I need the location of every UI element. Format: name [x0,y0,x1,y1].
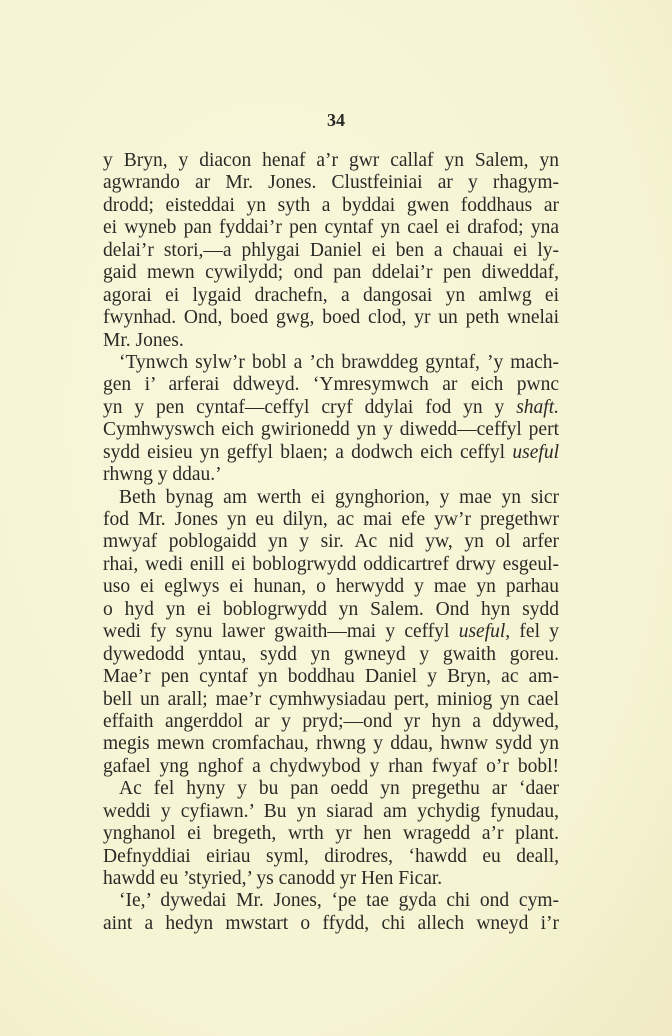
text-line: megis mewn cromfachau, rhwng y ddau, hwnw sydd yn [103,733,559,755]
text-line: rhwng y ddau.’ [103,464,222,486]
text-line: Defnyddiai eiriau syml, dirodres, ‘hawdd eu deall, [103,845,559,867]
text-line: rhai, wedi enill ei boblogrwydd oddicartref drwy esgeul- [103,553,559,575]
text-line: drodd; eisteddai yn syth a byddai gwen foddhaus ar [103,194,559,216]
italic-word: shaft. [516,396,559,418]
text-line: y Bryn, y diacon henaf a’r gwr callaf yn Salem, yn [103,150,559,171]
text-segment: wedi fy synu lawer gwaith—mai y ceffyl [103,621,459,643]
text-line: Mr. Jones. [103,329,184,351]
text-line: o hyd yn ei boblogrwydd yn Salem. Ond hyn sydd [103,598,559,620]
text-line: agwrando ar Mr. Jones. Clustfeiniai ar y rhagym- [103,172,559,194]
italic-word: useful, [458,621,511,643]
text-line: aint a hedyn mwstart o ffydd, chi allech wneyd i’r [103,912,559,934]
text-line: Ac fel hyny y bu pan oedd yn pregethu ar ‘daer [119,778,559,800]
text-line [103,397,559,419]
text-line: ei wyneb pan fyddai’r pen cyntaf yn cael ei drafod; yna [103,217,559,239]
text-line: Mae’r pen cyntaf yn boddhau Daniel y Bryn, ac am- [103,666,559,688]
text-line: weddi y cyfiawn.’ Bu yn siarad am ychydig fynudau, [103,800,559,822]
page-body-text [103,150,559,935]
text-line: Cymhwyswch eich gwirionedd yn y diwedd—ceffyl pert [103,419,559,441]
text-line: delai’r stori,—a phlygai Daniel ei ben a chauai ei ly- [103,239,559,261]
text-line: fwynhad. Ond, boed gwg, boed clod, yr un peth wnelai [103,307,559,329]
text-line: mwyaf poblogaidd yn y sir. Ac nid yw, yn ol arfer [103,531,559,553]
text-line: Beth bynag am werth ei gynghorion, y mae yn sicr [119,486,559,508]
text-line: agorai ei lygaid drachefn, a dangosai yn amlwg ei [103,284,559,306]
text-line [103,621,559,643]
text-line: ‘Ie,’ dywedai Mr. Jones, ‘pe tae gyda chi ond cym- [119,890,559,912]
text-line: ‘Tynwch sylw’r bobl a ’ch brawddeg gyntaf, ’y mach- [119,351,559,373]
text-line: gen i’ arferai ddweyd. ‘Ymresymwch ar eich pwnc [103,374,559,396]
text-line [103,442,559,464]
text-line: bell un arall; mae’r cymhwysiadau pert, miniog yn cael [103,688,559,710]
text-segment: sydd eisieu yn geffyl blaen; a dodwch eich ceffyl [103,441,513,463]
italic-word: useful [512,441,559,463]
text-segment: fel y [510,621,560,643]
text-segment: yn y pen cyntaf—ceffyl cryf ddylai fod yn y [103,396,517,418]
text-line: gafael yng nghof a chydwybod y rhan fwyaf o’r bobl! [103,755,559,777]
text-line: gaid mewn cywilydd; ond pan ddelai’r pen diweddaf, [103,262,559,284]
text-line: ynghanol ei bregeth, wrth yr hen wragedd a’r plant. [103,823,559,845]
text-line: uso ei eglwys ei hunan, o herwydd y mae yn parhau [103,576,559,598]
page-number: 34 [327,110,345,130]
text-line: dywedodd yntau, sydd yn gwneyd y gwaith goreu. [103,643,559,665]
text-line: effaith angerddol ar y pryd;—ond yr hyn a ddywed, [103,710,559,732]
text-line: hawdd eu ’styried,’ ys canodd yr Hen Ficar. [103,868,443,889]
text-line: fod Mr. Jones yn eu dilyn, ac mai efe yw’r pregethwr [103,509,559,530]
